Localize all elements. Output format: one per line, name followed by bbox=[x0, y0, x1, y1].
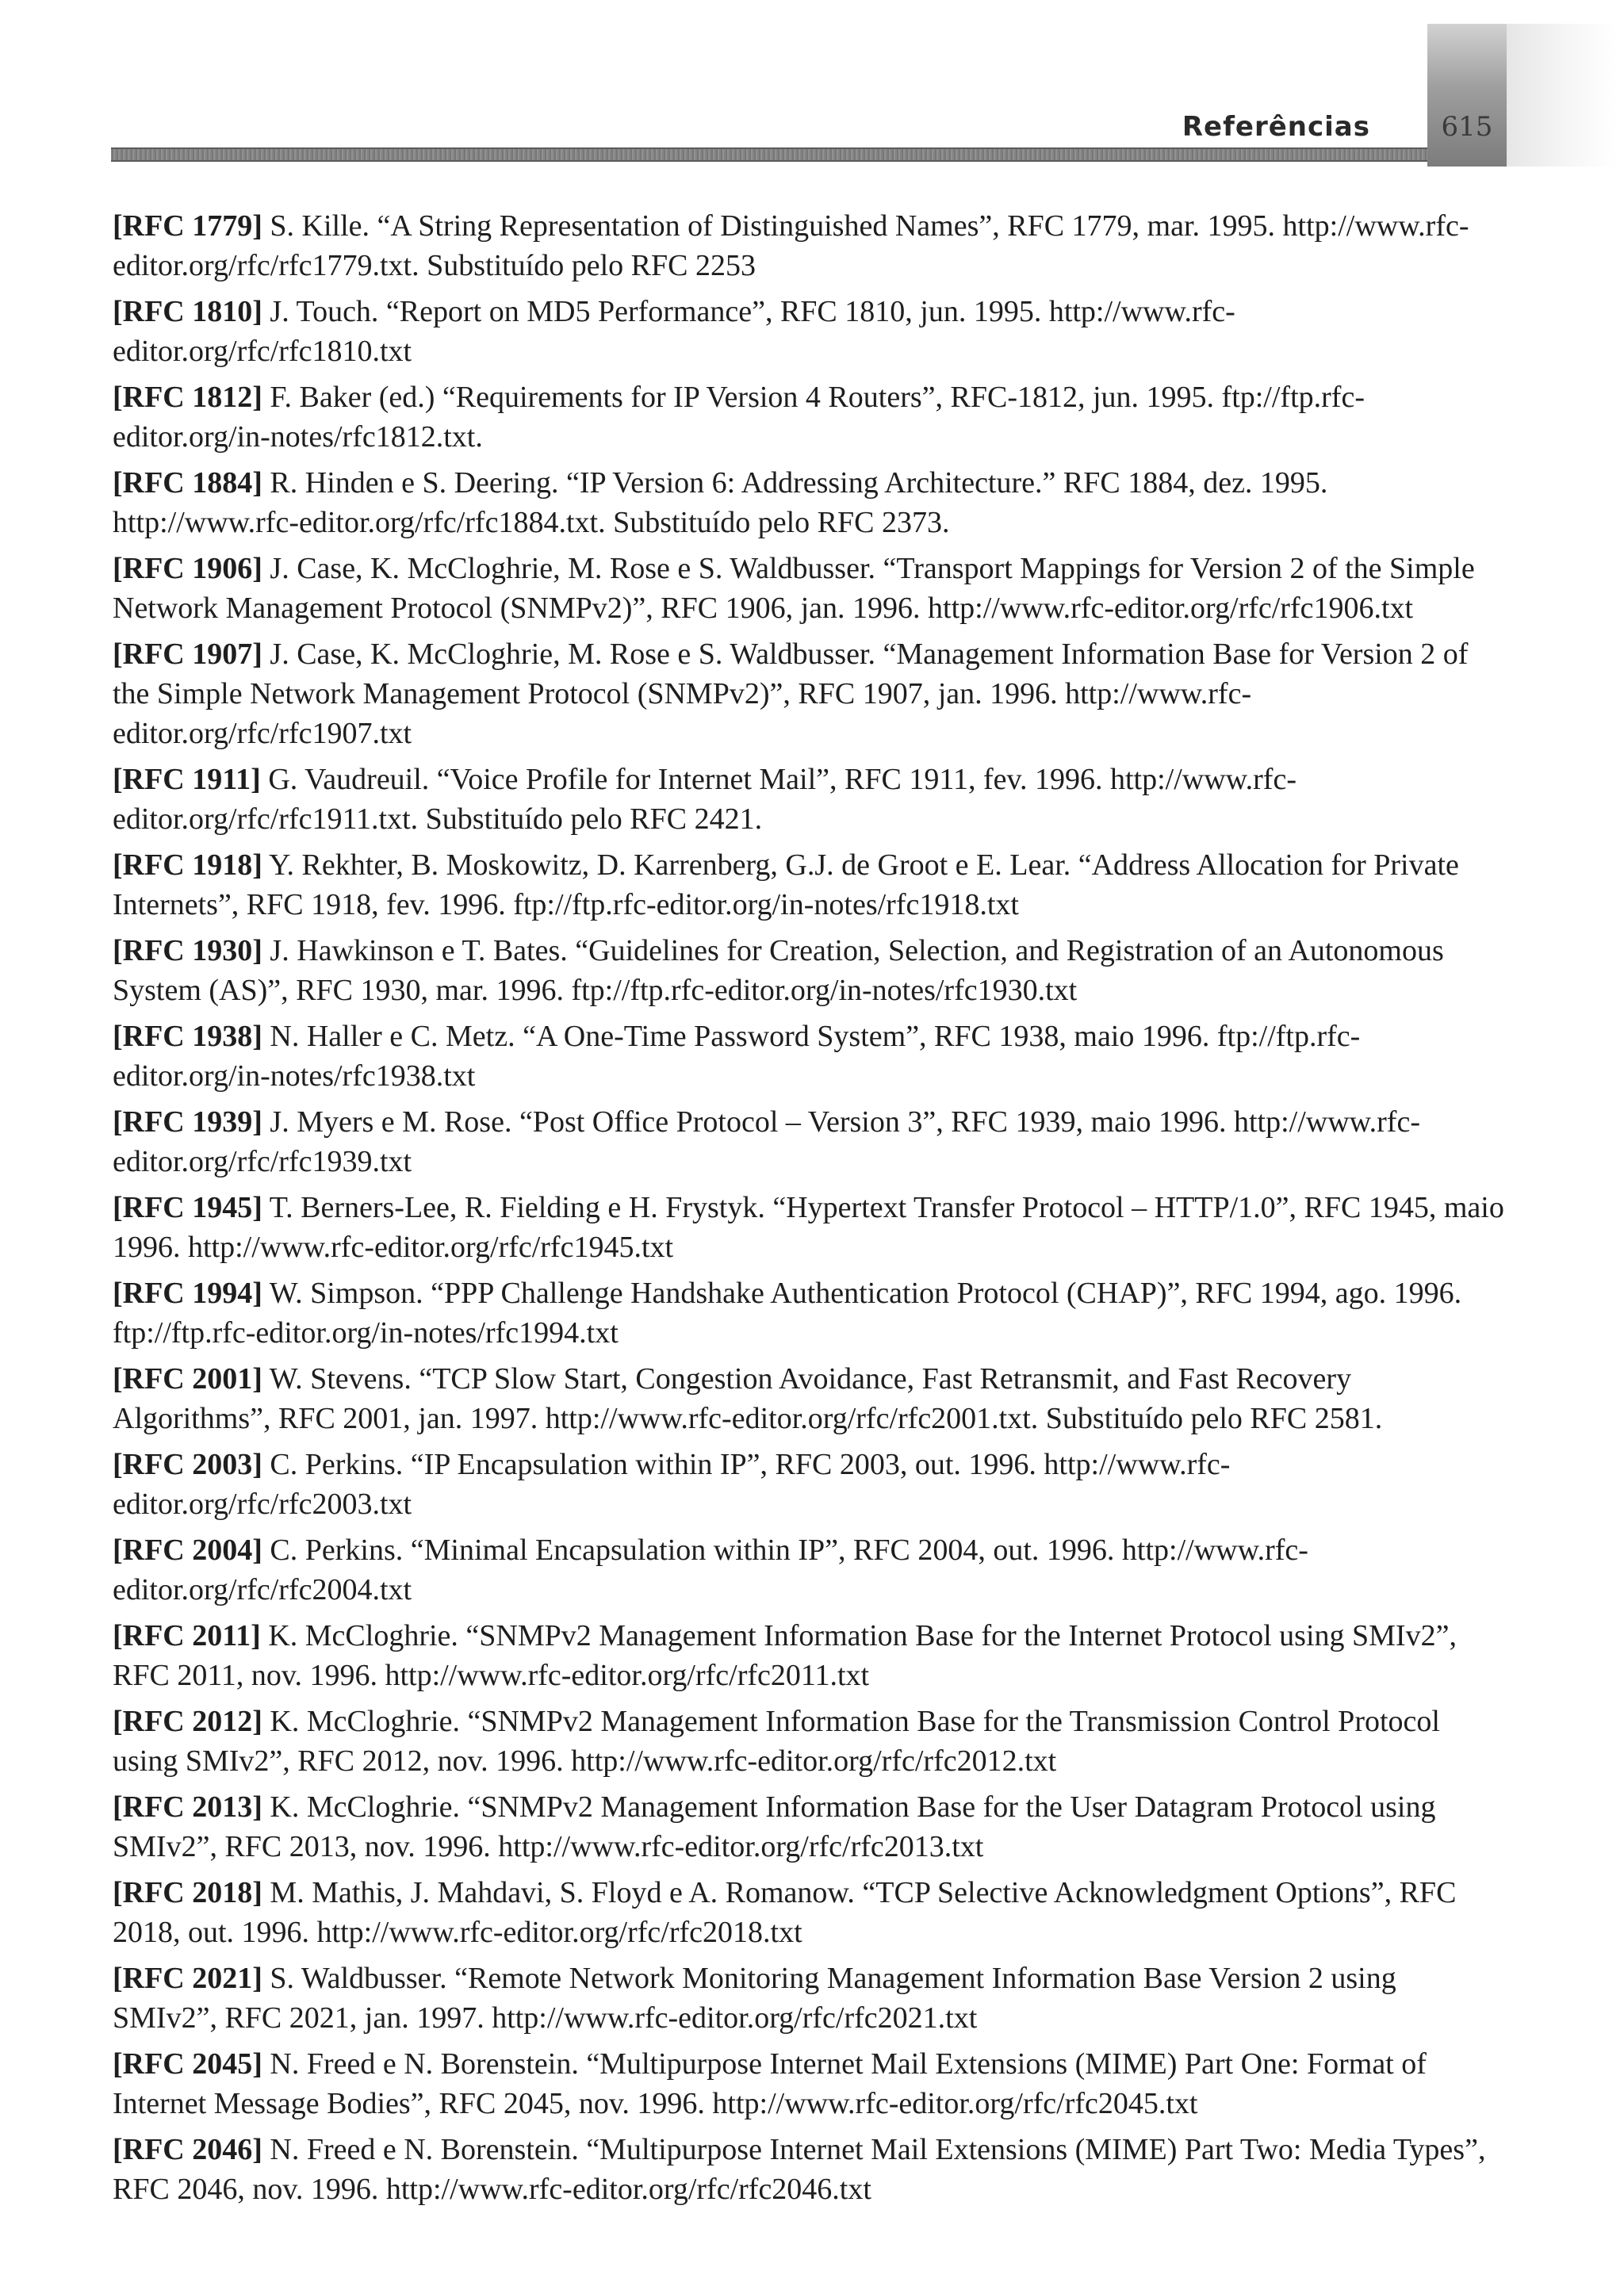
reference-text: S. Kille. “A String Representation of Distinguished Names”, RFC 1779, mar. 1995. http://www.rfc-editor.org/rfc/rfc1779.txt. Substituído pelo RFC 2253 bbox=[113, 209, 1469, 282]
reference-entry bbox=[113, 1530, 1508, 1610]
reference-key: [RFC 1779] bbox=[113, 209, 262, 243]
reference-entry bbox=[113, 1188, 1508, 1267]
reference-entry bbox=[113, 1273, 1508, 1353]
reference-text: W. Simpson. “PPP Challenge Handshake Authentication Protocol (CHAP)”, RFC 1994, ago. 1996. ftp://ftp.rfc-editor.org/in-notes/rfc1994.txt bbox=[113, 1277, 1462, 1350]
reference-key: [RFC 2003] bbox=[113, 1448, 262, 1481]
reference-entry bbox=[113, 845, 1508, 925]
reference-key: [RFC 2012] bbox=[113, 1705, 262, 1738]
reference-entry bbox=[113, 292, 1508, 371]
reference-entry bbox=[113, 206, 1508, 285]
reference-key: [RFC 1906] bbox=[113, 552, 262, 585]
reference-key: [RFC 2045] bbox=[113, 2047, 262, 2081]
reference-key: [RFC 2013] bbox=[113, 1790, 262, 1824]
reference-key: [RFC 2021] bbox=[113, 1962, 262, 1995]
reference-text: Y. Rekhter, B. Moskowitz, D. Karrenberg, G.J. de Groot e E. Lear. “Address Allocation for Private Internets”, RFC 1918, fev. 1996. ftp://ftp.rfc-editor.org/in-notes/rfc1918.txt bbox=[113, 848, 1459, 921]
reference-entry bbox=[113, 2130, 1508, 2209]
reference-entry bbox=[113, 549, 1508, 628]
reference-text: T. Berners-Lee, R. Fielding e H. Frystyk. “Hypertext Transfer Protocol – HTTP/1.0”, RFC 1945, maio 1996. http://www.rfc-editor.org/rfc/rfc1945.txt bbox=[113, 1191, 1504, 1264]
page-number: 615 bbox=[1441, 111, 1493, 143]
reference-text: K. McCloghrie. “SNMPv2 Management Information Base for the Internet Protocol using SMIv2”, RFC 2011, nov. 1996. http://www.rfc-editor.org/rfc/rfc2011.txt bbox=[113, 1619, 1457, 1692]
reference-entry bbox=[113, 1102, 1508, 1181]
reference-key: [RFC 2018] bbox=[113, 1876, 262, 1909]
reference-entry bbox=[113, 463, 1508, 542]
reference-entry bbox=[113, 931, 1508, 1010]
reference-entry bbox=[113, 1017, 1508, 1096]
reference-text: N. Haller e C. Metz. “A One-Time Password System”, RFC 1938, maio 1996. ftp://ftp.rfc-editor.org/in-notes/rfc1938.txt bbox=[113, 1020, 1361, 1093]
reference-entry bbox=[113, 1702, 1508, 1781]
reference-text: C. Perkins. “Minimal Encapsulation within IP”, RFC 2004, out. 1996. http://www.rfc-editor.org/rfc/rfc2004.txt bbox=[113, 1534, 1308, 1606]
reference-entry bbox=[113, 1873, 1508, 1952]
reference-text: W. Stevens. “TCP Slow Start, Congestion Avoidance, Fast Retransmit, and Fast Recovery Algorithms”, RFC 2001, jan. 1997. http://www.rfc-editor.org/rfc/rfc2001.txt. Substituído pelo RFC 2581. bbox=[113, 1362, 1383, 1435]
reference-text: R. Hinden e S. Deering. “IP Version 6: Addressing Architecture.” RFC 1884, dez. 1995. http://www.rfc-editor.org/rfc/rfc1884.txt. Substituído pelo RFC 2373. bbox=[113, 466, 1328, 539]
reference-text: J. Case, K. McCloghrie, M. Rose e S. Waldbusser. “Transport Mappings for Version 2 of the Simple Network Management Protocol (SNMPv2)”, RFC 1906, jan. 1996. http://www.rfc-editor.org/rfc/rfc1906.txt bbox=[113, 552, 1475, 625]
running-header-title: Referências bbox=[1182, 111, 1370, 143]
reference-key: [RFC 1939] bbox=[113, 1105, 262, 1139]
reference-entry bbox=[113, 1445, 1508, 1524]
reference-key: [RFC 1810] bbox=[113, 295, 262, 328]
reference-entry bbox=[113, 1787, 1508, 1867]
reference-text: C. Perkins. “IP Encapsulation within IP”, RFC 2003, out. 1996. http://www.rfc-editor.org/rfc/rfc2003.txt bbox=[113, 1448, 1231, 1521]
reference-text: J. Myers e M. Rose. “Post Office Protocol – Version 3”, RFC 1939, maio 1996. http://www.rfc-editor.org/rfc/rfc1939.txt bbox=[113, 1105, 1420, 1178]
reference-text: G. Vaudreuil. “Voice Profile for Internet Mail”, RFC 1911, fev. 1996. http://www.rfc-editor.org/rfc/rfc1911.txt. Substituído pelo RFC 2421. bbox=[113, 763, 1297, 836]
reference-key: [RFC 1945] bbox=[113, 1191, 262, 1224]
reference-key: [RFC 2011] bbox=[113, 1619, 261, 1652]
reference-key: [RFC 1911] bbox=[113, 763, 261, 796]
reference-key: [RFC 1884] bbox=[113, 466, 262, 500]
reference-key: [RFC 1918] bbox=[113, 848, 262, 882]
reference-text: K. McCloghrie. “SNMPv2 Management Information Base for the Transmission Control Protocol using SMIv2”, RFC 2012, nov. 1996. http://www.rfc-editor.org/rfc/rfc2012.txt bbox=[113, 1705, 1440, 1778]
reference-entry bbox=[113, 377, 1508, 457]
reference-entry bbox=[113, 1959, 1508, 2038]
reference-text: J. Case, K. McCloghrie, M. Rose e S. Waldbusser. “Management Information Base for Version 2 of the Simple Network Management Protocol (SNMPv2)”, RFC 1907, jan. 1996. http://www.rfc-editor.org/rfc/rfc1907.txt bbox=[113, 638, 1469, 750]
reference-key: [RFC 1907] bbox=[113, 638, 262, 671]
reference-text: J. Hawkinson e T. Bates. “Guidelines for Creation, Selection, and Registration of an Autonomous System (AS)”, RFC 1930, mar. 1996. ftp://ftp.rfc-editor.org/in-notes/rfc1930.txt bbox=[113, 934, 1444, 1007]
reference-entry bbox=[113, 1616, 1508, 1695]
reference-text: K. McCloghrie. “SNMPv2 Management Information Base for the User Datagram Protocol using SMIv2”, RFC 2013, nov. 1996. http://www.rfc-editor.org/rfc/rfc2013.txt bbox=[113, 1790, 1436, 1863]
reference-text: M. Mathis, J. Mahdavi, S. Floyd e A. Romanow. “TCP Selective Acknowledgment Options”, RFC 2018, out. 1996. http://www.rfc-editor.org/rfc/rfc2018.txt bbox=[113, 1876, 1457, 1949]
reference-entry bbox=[113, 634, 1508, 753]
reference-entry bbox=[113, 760, 1508, 839]
reference-entry bbox=[113, 2044, 1508, 2123]
reference-text: F. Baker (ed.) “Requirements for IP Version 4 Routers”, RFC-1812, jun. 1995. ftp://ftp.rfc-editor.org/in-notes/rfc1812.txt. bbox=[113, 381, 1365, 454]
page-number-tab bbox=[1427, 24, 1507, 167]
reference-text: N. Freed e N. Borenstein. “Multipurpose Internet Mail Extensions (MIME) Part One: Format of Internet Message Bodies”, RFC 2045, nov. 1996. http://www.rfc-editor.org/rfc/rfc2045.txt bbox=[113, 2047, 1427, 2120]
reference-key: [RFC 1930] bbox=[113, 934, 262, 967]
reference-key: [RFC 2004] bbox=[113, 1534, 262, 1567]
reference-key: [RFC 1938] bbox=[113, 1020, 262, 1053]
reference-text: N. Freed e N. Borenstein. “Multipurpose Internet Mail Extensions (MIME) Part Two: Media Types”, RFC 2046, nov. 1996. http://www.rfc-editor.org/rfc/rfc2046.txt bbox=[113, 2133, 1486, 2206]
reference-list bbox=[113, 206, 1508, 2215]
reference-text: S. Waldbusser. “Remote Network Monitoring Management Information Base Version 2 using SMIv2”, RFC 2021, jan. 1997. http://www.rfc-editor.org/rfc/rfc2021.txt bbox=[113, 1962, 1396, 2035]
scan-edge-shading bbox=[1507, 24, 1618, 167]
header-rule bbox=[111, 147, 1427, 162]
reference-entry bbox=[113, 1359, 1508, 1438]
reference-key: [RFC 2046] bbox=[113, 2133, 262, 2166]
reference-key: [RFC 2001] bbox=[113, 1362, 262, 1396]
reference-key: [RFC 1812] bbox=[113, 381, 262, 414]
reference-key: [RFC 1994] bbox=[113, 1277, 262, 1310]
reference-text: J. Touch. “Report on MD5 Performance”, RFC 1810, jun. 1995. http://www.rfc-editor.org/rfc/rfc1810.txt bbox=[113, 295, 1235, 368]
